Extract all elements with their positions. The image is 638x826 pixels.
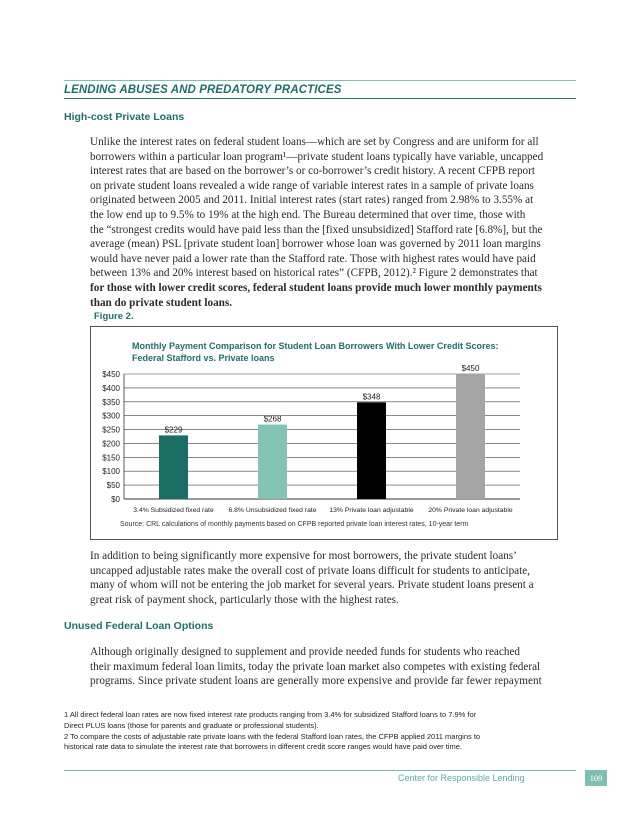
para1-line: the low end up to 9.5% to 19% at the high end. The Bureau determined that over time, those with [90, 208, 526, 221]
section-heading: LENDING ABUSES AND PREDATORY PRACTICES [64, 84, 342, 96]
para1-line: borrowers within a particular loan program¹—private student loans typically have variable, uncapped [90, 150, 544, 163]
footnote-line: 2 To compare the costs of adjustable rate private loans with the federal Stafford loan rates, the CFPB applied 2011 margins to [64, 731, 481, 741]
footer-organization: Center for Responsible Lending [398, 773, 525, 783]
para2-line: great risk of payment shock, particularly those with the highest rates. [90, 593, 399, 606]
para1-line: between 13% and 20% interest based on historical rates” (CFPB, 2012).² Figure 2 demonstrates that [90, 267, 538, 280]
chart-source: Source: CRL calculations of monthly payments based on CFPB reported private loan interest rates, 10-year term [120, 521, 469, 528]
x-tick-label: 6.8% Unsubsidized fixed rate [228, 507, 317, 514]
x-tick-label: 20% Private loan adjustable [428, 507, 513, 514]
bar [258, 425, 287, 499]
para1-line: on private student loans revealed a wide range of variable interest rates in a sample of private loans [90, 179, 534, 192]
y-tick-label: $200 [102, 439, 120, 449]
para3-line: their maximum federal loan limits, today the private loan market also competes with existing federal [90, 660, 541, 673]
bar [159, 435, 188, 499]
bar [456, 374, 485, 499]
y-tick-label: $100 [102, 467, 120, 477]
bottom-rule [64, 770, 576, 771]
bar-data-label: $450 [461, 364, 480, 373]
page-number: 109 [585, 770, 607, 786]
y-tick-label: $350 [102, 397, 120, 407]
para2-line: In addition to being significantly more expensive for most borrowers, the private student loans’ [90, 550, 517, 562]
chart-title: Monthly Payment Comparison for Student Loan Borrowers With Lower Credit Scores: [132, 341, 499, 351]
y-tick-label: $300 [102, 411, 120, 421]
para2-line: many of whom will not be entering the job market for several years. Private student loans present a [90, 579, 534, 592]
y-tick-label: $450 [102, 370, 120, 379]
subhead-unused-federal-loan-options: Unused Federal Loan Options [64, 620, 214, 632]
para2-line: uncapped adjustable rates make the overall cost of private loans difficult for students to anticipate, [90, 564, 530, 577]
chart-subtitle: Federal Stafford vs. Private loans [132, 352, 275, 363]
chart-data-labels [165, 364, 480, 434]
para1-bold-line: than do private student loans. [90, 296, 233, 309]
footnote-line: 1 All direct federal loan rates are now fixed interest rate products ranging from 3.4% for subsidized Stafford loans to 7.9% for [64, 710, 477, 719]
footnote-line: historical rate data to simulate the interest rate that borrowers in different credit score ranges would have paid over time. [64, 742, 462, 752]
y-tick-label: $0 [111, 495, 120, 504]
bar-data-label: $229 [164, 425, 183, 435]
para1-line: would have never paid a lower rate than the Stafford rate. Those with highest rates would have paid [90, 252, 536, 265]
para3-line: programs. Since private student loans are generally more expensive and provide far fewer repayment [90, 675, 542, 688]
y-tick-label: $50 [106, 481, 120, 491]
chart-y-ticks [102, 370, 120, 504]
para1-line: average (mean) PSL [private student loan] borrower whose loan was governed by 2011 loan margins [90, 238, 541, 251]
y-tick-label: $150 [102, 453, 120, 463]
paragraph-3 [90, 645, 560, 689]
x-tick-label: 3.4% Subsidized fixed rate [133, 507, 214, 514]
subhead-high-cost-private-loans: High-cost Private Loans [64, 111, 185, 123]
y-tick-label: $250 [102, 425, 120, 435]
chart-bars [159, 374, 485, 499]
x-tick-label: 13% Private loan adjustable [329, 507, 414, 514]
figure-label: Figure 2. [94, 311, 134, 322]
paragraph-2 [90, 549, 560, 607]
para1-line: Unlike the interest rates on federal student loans—which are set by Congress and are uniform for all [90, 136, 539, 148]
para1-bold-line: for those with lower credit scores, federal student loans provide much lower monthly payments [90, 281, 542, 294]
y-tick-label: $400 [102, 383, 120, 393]
para1-line: interest rates that are based on the borrower’s or co-borrower’s credit history. A recent CFPB report [90, 165, 535, 178]
para3-line: Although originally designed to supplement and provide needed funds for students who reached [90, 646, 520, 658]
chart-x-ticks [133, 507, 513, 514]
para1-line: the “strongest credits would have paid less than the [fixed unsubsidized] Stafford rate [6.8%], but the [90, 223, 543, 236]
bar [357, 402, 386, 499]
bar-data-label: $268 [263, 414, 282, 424]
footnotes [64, 710, 564, 753]
para1-line: originated between 2005 and 2011. Initial interest rates (start rates) ranged from 2.98% to 3.55% at [90, 194, 534, 207]
footnote-line: Direct PLUS loans (those for parents and graduate or professional students). [64, 720, 319, 730]
bar-data-label: $348 [362, 392, 381, 402]
